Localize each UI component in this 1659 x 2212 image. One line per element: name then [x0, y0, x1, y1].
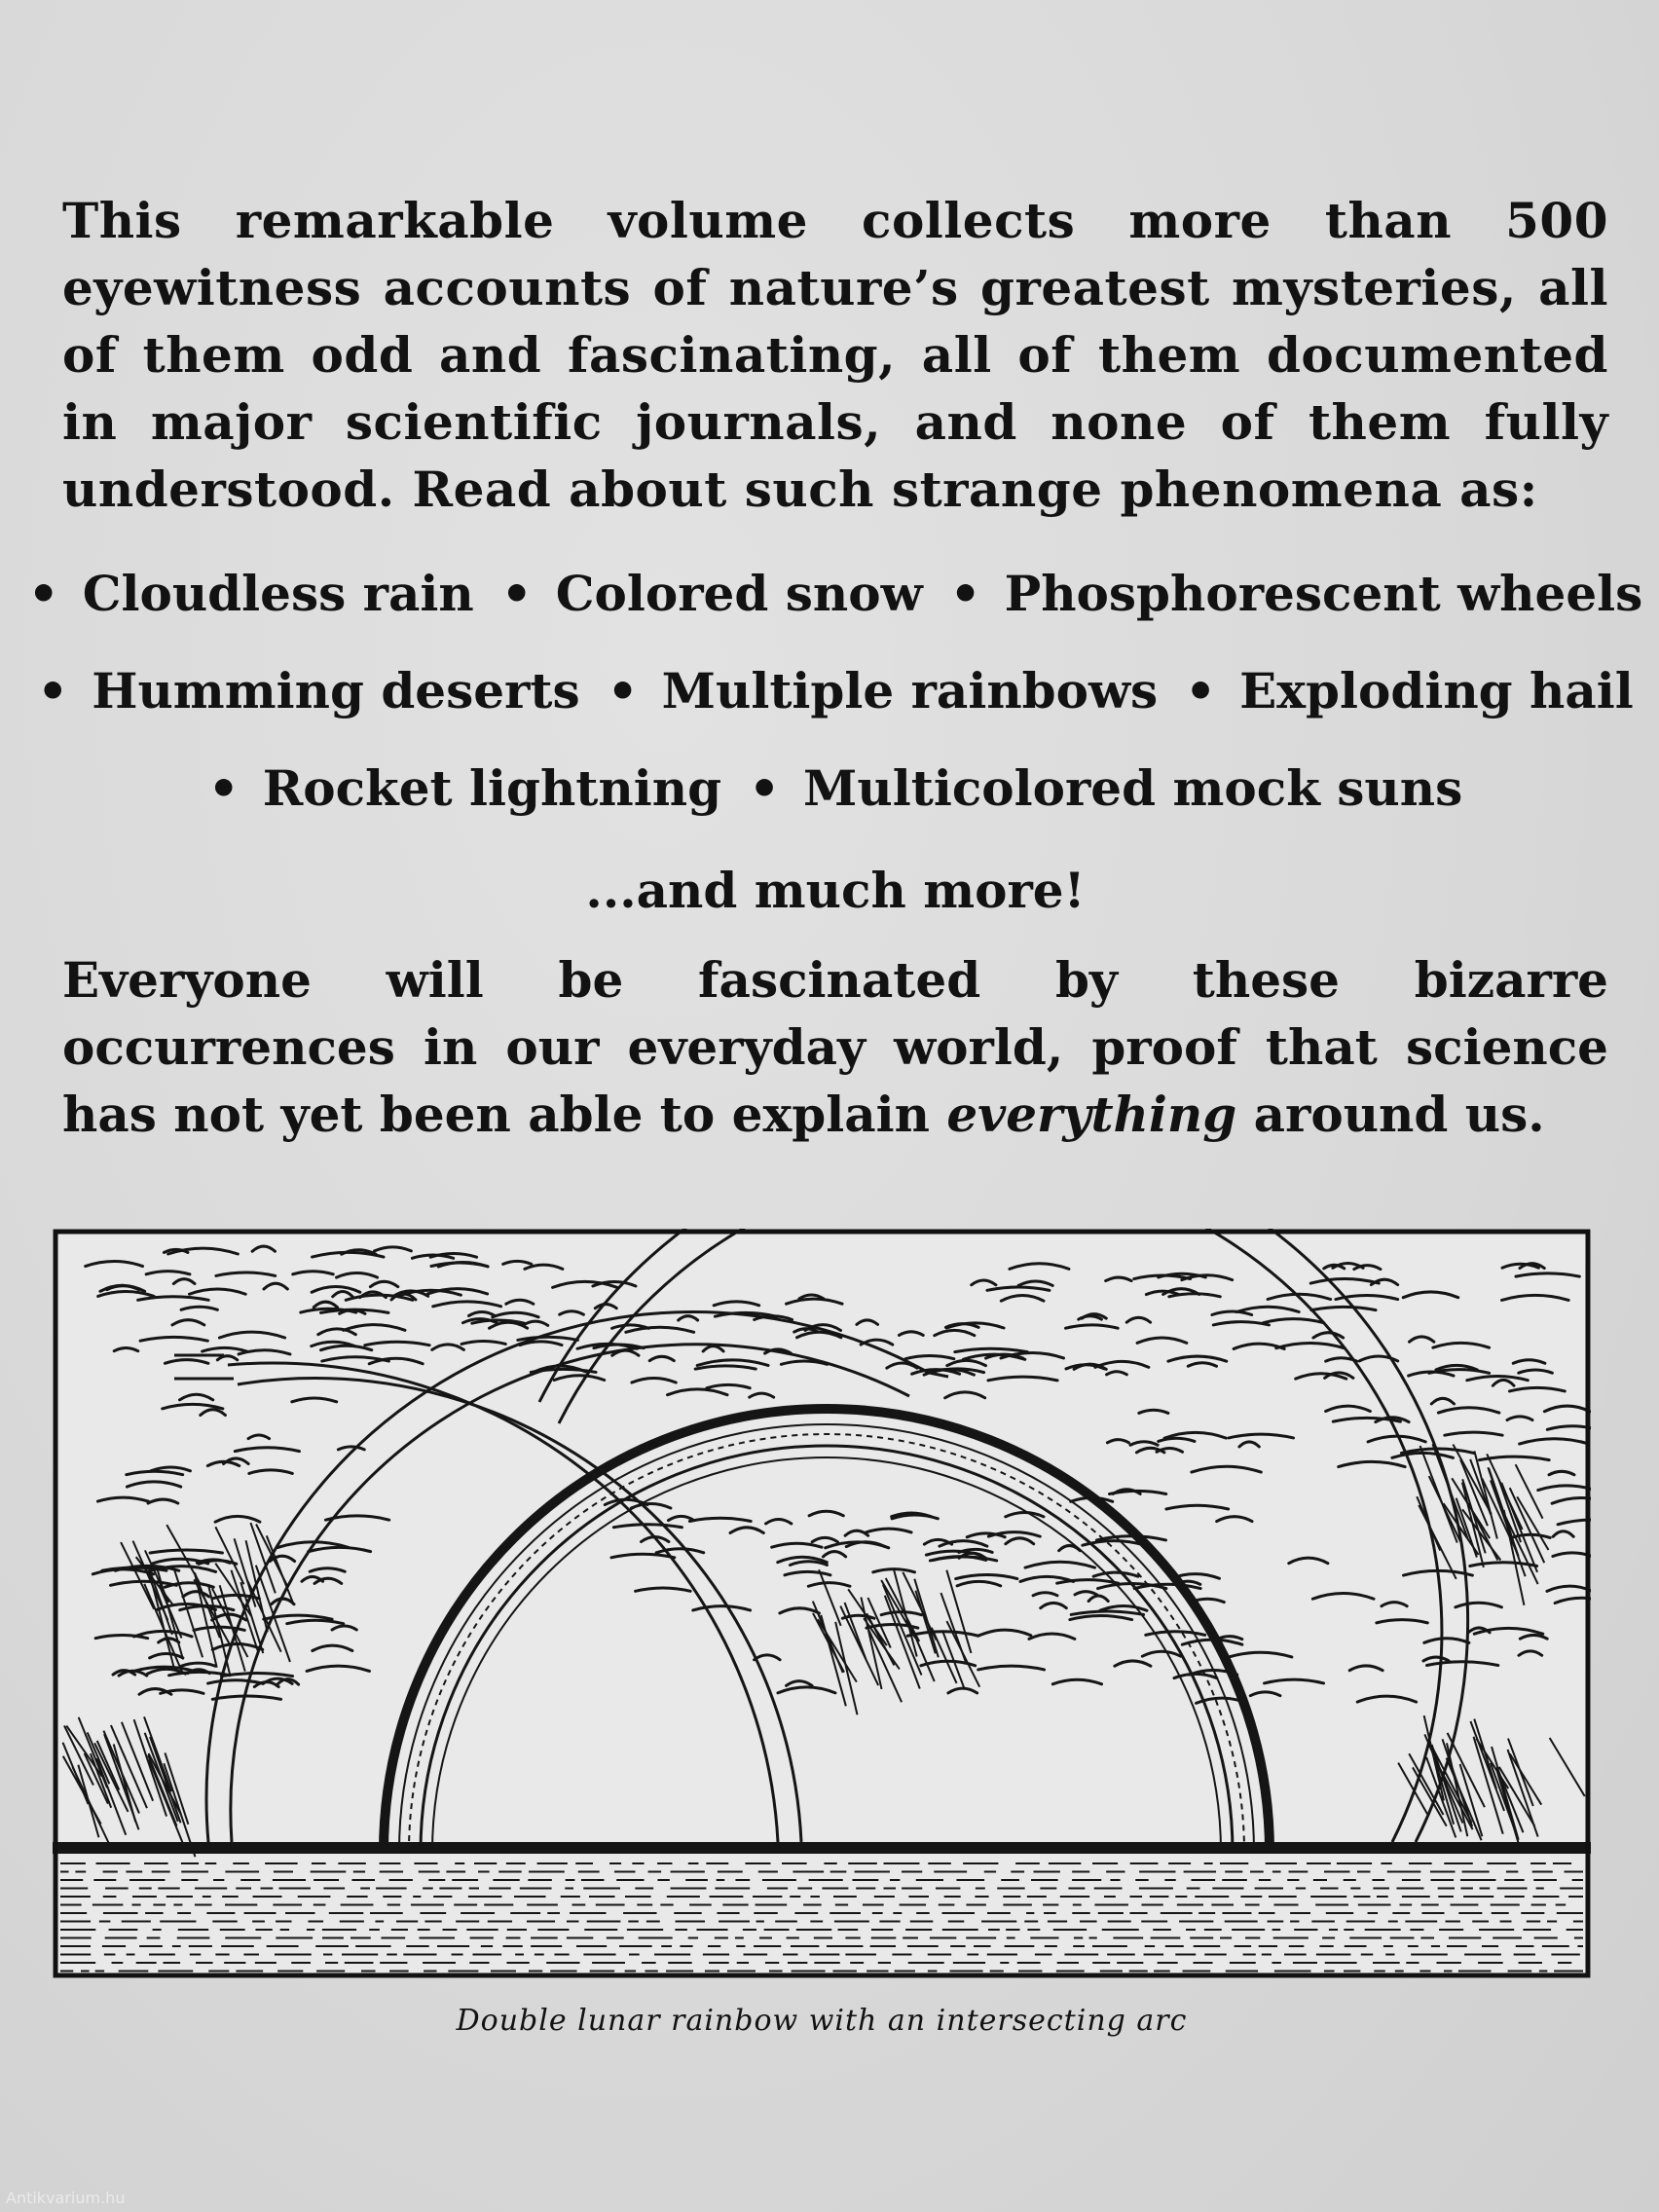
list-item-label: Multicolored mock suns	[803, 759, 1463, 817]
outro-text-start: Everyone will be fascinated by these bizarre occurrences in our everyday world, proof that science has not yet been able to explain	[62, 951, 1608, 1143]
phenomena-row-2	[37, 643, 1634, 740]
list-item-label: Multiple rainbows	[661, 662, 1159, 719]
list-item	[37, 643, 579, 740]
outro-paragraph	[62, 946, 1608, 1148]
list-item	[749, 740, 1462, 837]
list-item-label: Colored snow	[555, 565, 923, 622]
list-item-label: Rocket lightning	[262, 759, 722, 817]
bullet-icon: •	[1185, 662, 1217, 719]
rainbow-illustration	[53, 1229, 1591, 1978]
phenomena-row-1	[27, 545, 1643, 643]
list-item	[1185, 643, 1634, 740]
list-item	[208, 740, 721, 837]
list-item	[28, 545, 474, 643]
bullet-icon: •	[27, 565, 59, 622]
bullet-icon: •	[207, 759, 240, 817]
bullet-icon: •	[949, 565, 981, 622]
bullet-icon: •	[607, 662, 639, 719]
list-item	[608, 643, 1159, 740]
list-item-label: Exploding hail	[1239, 662, 1634, 719]
list-item-label: Cloudless rain	[82, 565, 474, 622]
outro-emphasis: everything	[946, 1086, 1237, 1143]
outro-text-end: around us.	[1236, 1086, 1545, 1143]
intro-paragraph: This remarkable volume collects more than 500 eyewitness accounts of nature’s greatest mysteries, all of them odd and fascinating, all of them documented in major scientific journals, and none of them fully understood. Read about such strange phenomena as:	[62, 192, 1608, 518]
list-item	[501, 545, 923, 643]
list-item-label: Humming deserts	[92, 662, 580, 719]
phenomena-row-3	[62, 740, 1608, 837]
list-item-label: Phosphorescent wheels	[1004, 565, 1643, 622]
bullet-icon: •	[37, 662, 69, 719]
illustration-background	[53, 1229, 1591, 1978]
list-item	[950, 545, 1643, 643]
watermark: Antikvarium.hu	[6, 2189, 126, 2207]
phenomena-list	[27, 545, 1643, 837]
bullet-icon: •	[749, 759, 781, 817]
bullet-icon: •	[500, 565, 533, 622]
and-much-more-line: ...and much more!	[585, 862, 1086, 919]
illustration-caption: Double lunar rainbow with an intersecting arc	[456, 2004, 1188, 2038]
